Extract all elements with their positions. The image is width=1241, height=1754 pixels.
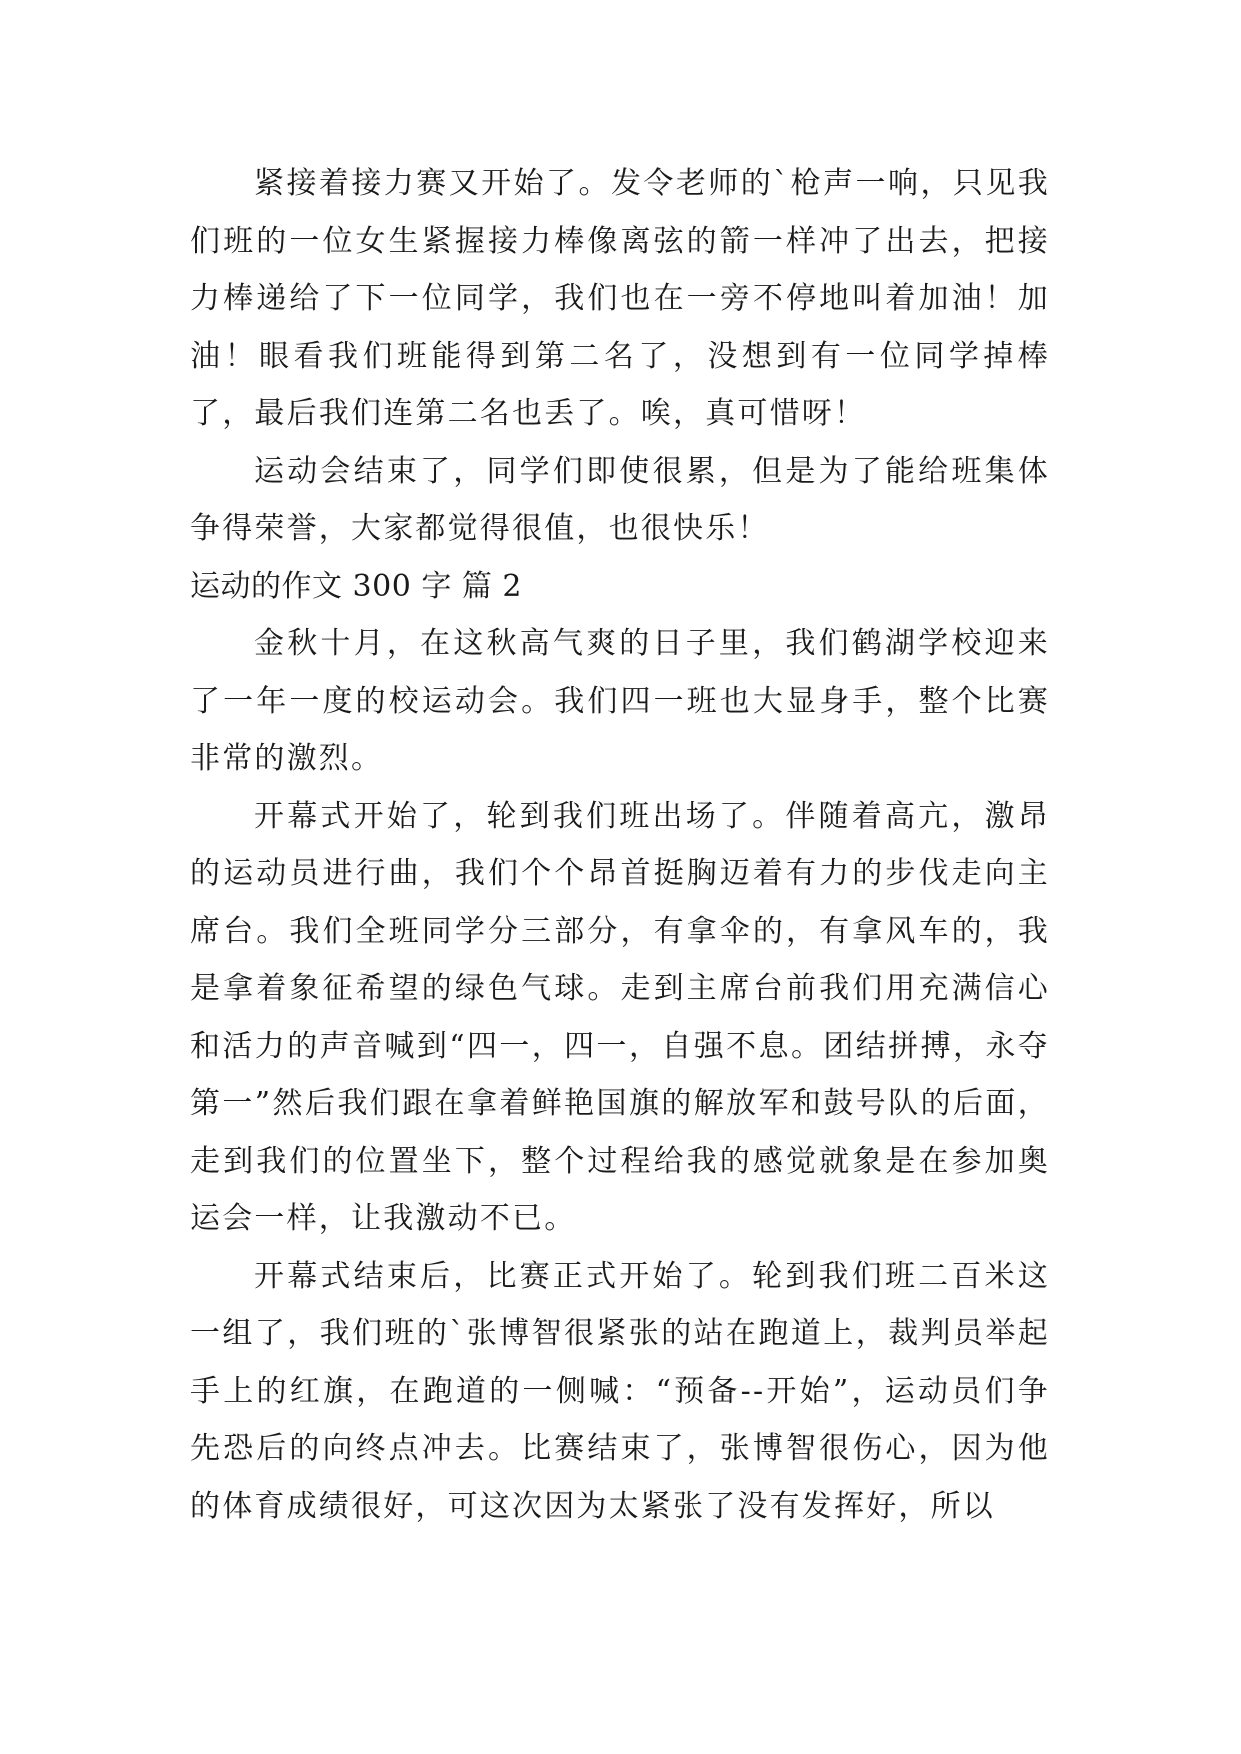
paragraph-games-end: 运动会结束了，同学们即使很累，但是为了能给班集体争得荣誉，大家都觉得很值，也很快乐！ bbox=[190, 453, 1050, 546]
paragraph-golden-autumn: 金秋十月，在这秋高气爽的日子里，我们鹤湖学校迎来了一年一度的校运动会。我们四一班也大显身手，整个比赛非常的激烈。 bbox=[190, 626, 1050, 776]
paragraph-opening-ceremony: 开幕式开始了，轮到我们班出场了。伴随着高亢，激昂的运动员进行曲，我们个个昂首挺胸迈着有力的步伐走向主席台。我们全班同学分三部分，有拿伞的，有拿风车的，我是拿着象征希望的绿色气球。走到主席台前我们用充满信心和活力的声音喊到“四一，四一，自强不息。团结拼搏，永夺第一”然后我们跟在拿着鲜艳国旗的解放军和鼓号队的后面，走到我们的位置坐下，整个过程给我的感觉就象是在参加奥运会一样，让我激动不已。 bbox=[190, 798, 1050, 1236]
essay-heading: 运动的作文 300 字 篇 2 bbox=[190, 568, 522, 604]
document-body bbox=[190, 155, 1050, 1535]
paragraph-relay-race: 紧接着接力赛又开始了。发令老师的`枪声一响，只见我们班的一位女生紧握接力棒像离弦的箭一样冲了出去，把接力棒递给了下一位同学，我们也在一旁不停地叫着加油！加油！眼看我们班能得到第二名了，没想到有一位同学掉棒了，最后我们连第二名也丢了。唉，真可惜呀！ bbox=[190, 166, 1050, 431]
paragraph-200m-race: 开幕式结束后，比赛正式开始了。轮到我们班二百米这一组了，我们班的`张博智很紧张的站在跑道上，裁判员举起手上的红旗，在跑道的一侧喊：“预备--开始”，运动员们争先恐后的向终点冲去。比赛结束了，张博智很伤心，因为他的体育成绩很好，可这次因为太紧张了没有发挥好，所以 bbox=[190, 1258, 1050, 1524]
